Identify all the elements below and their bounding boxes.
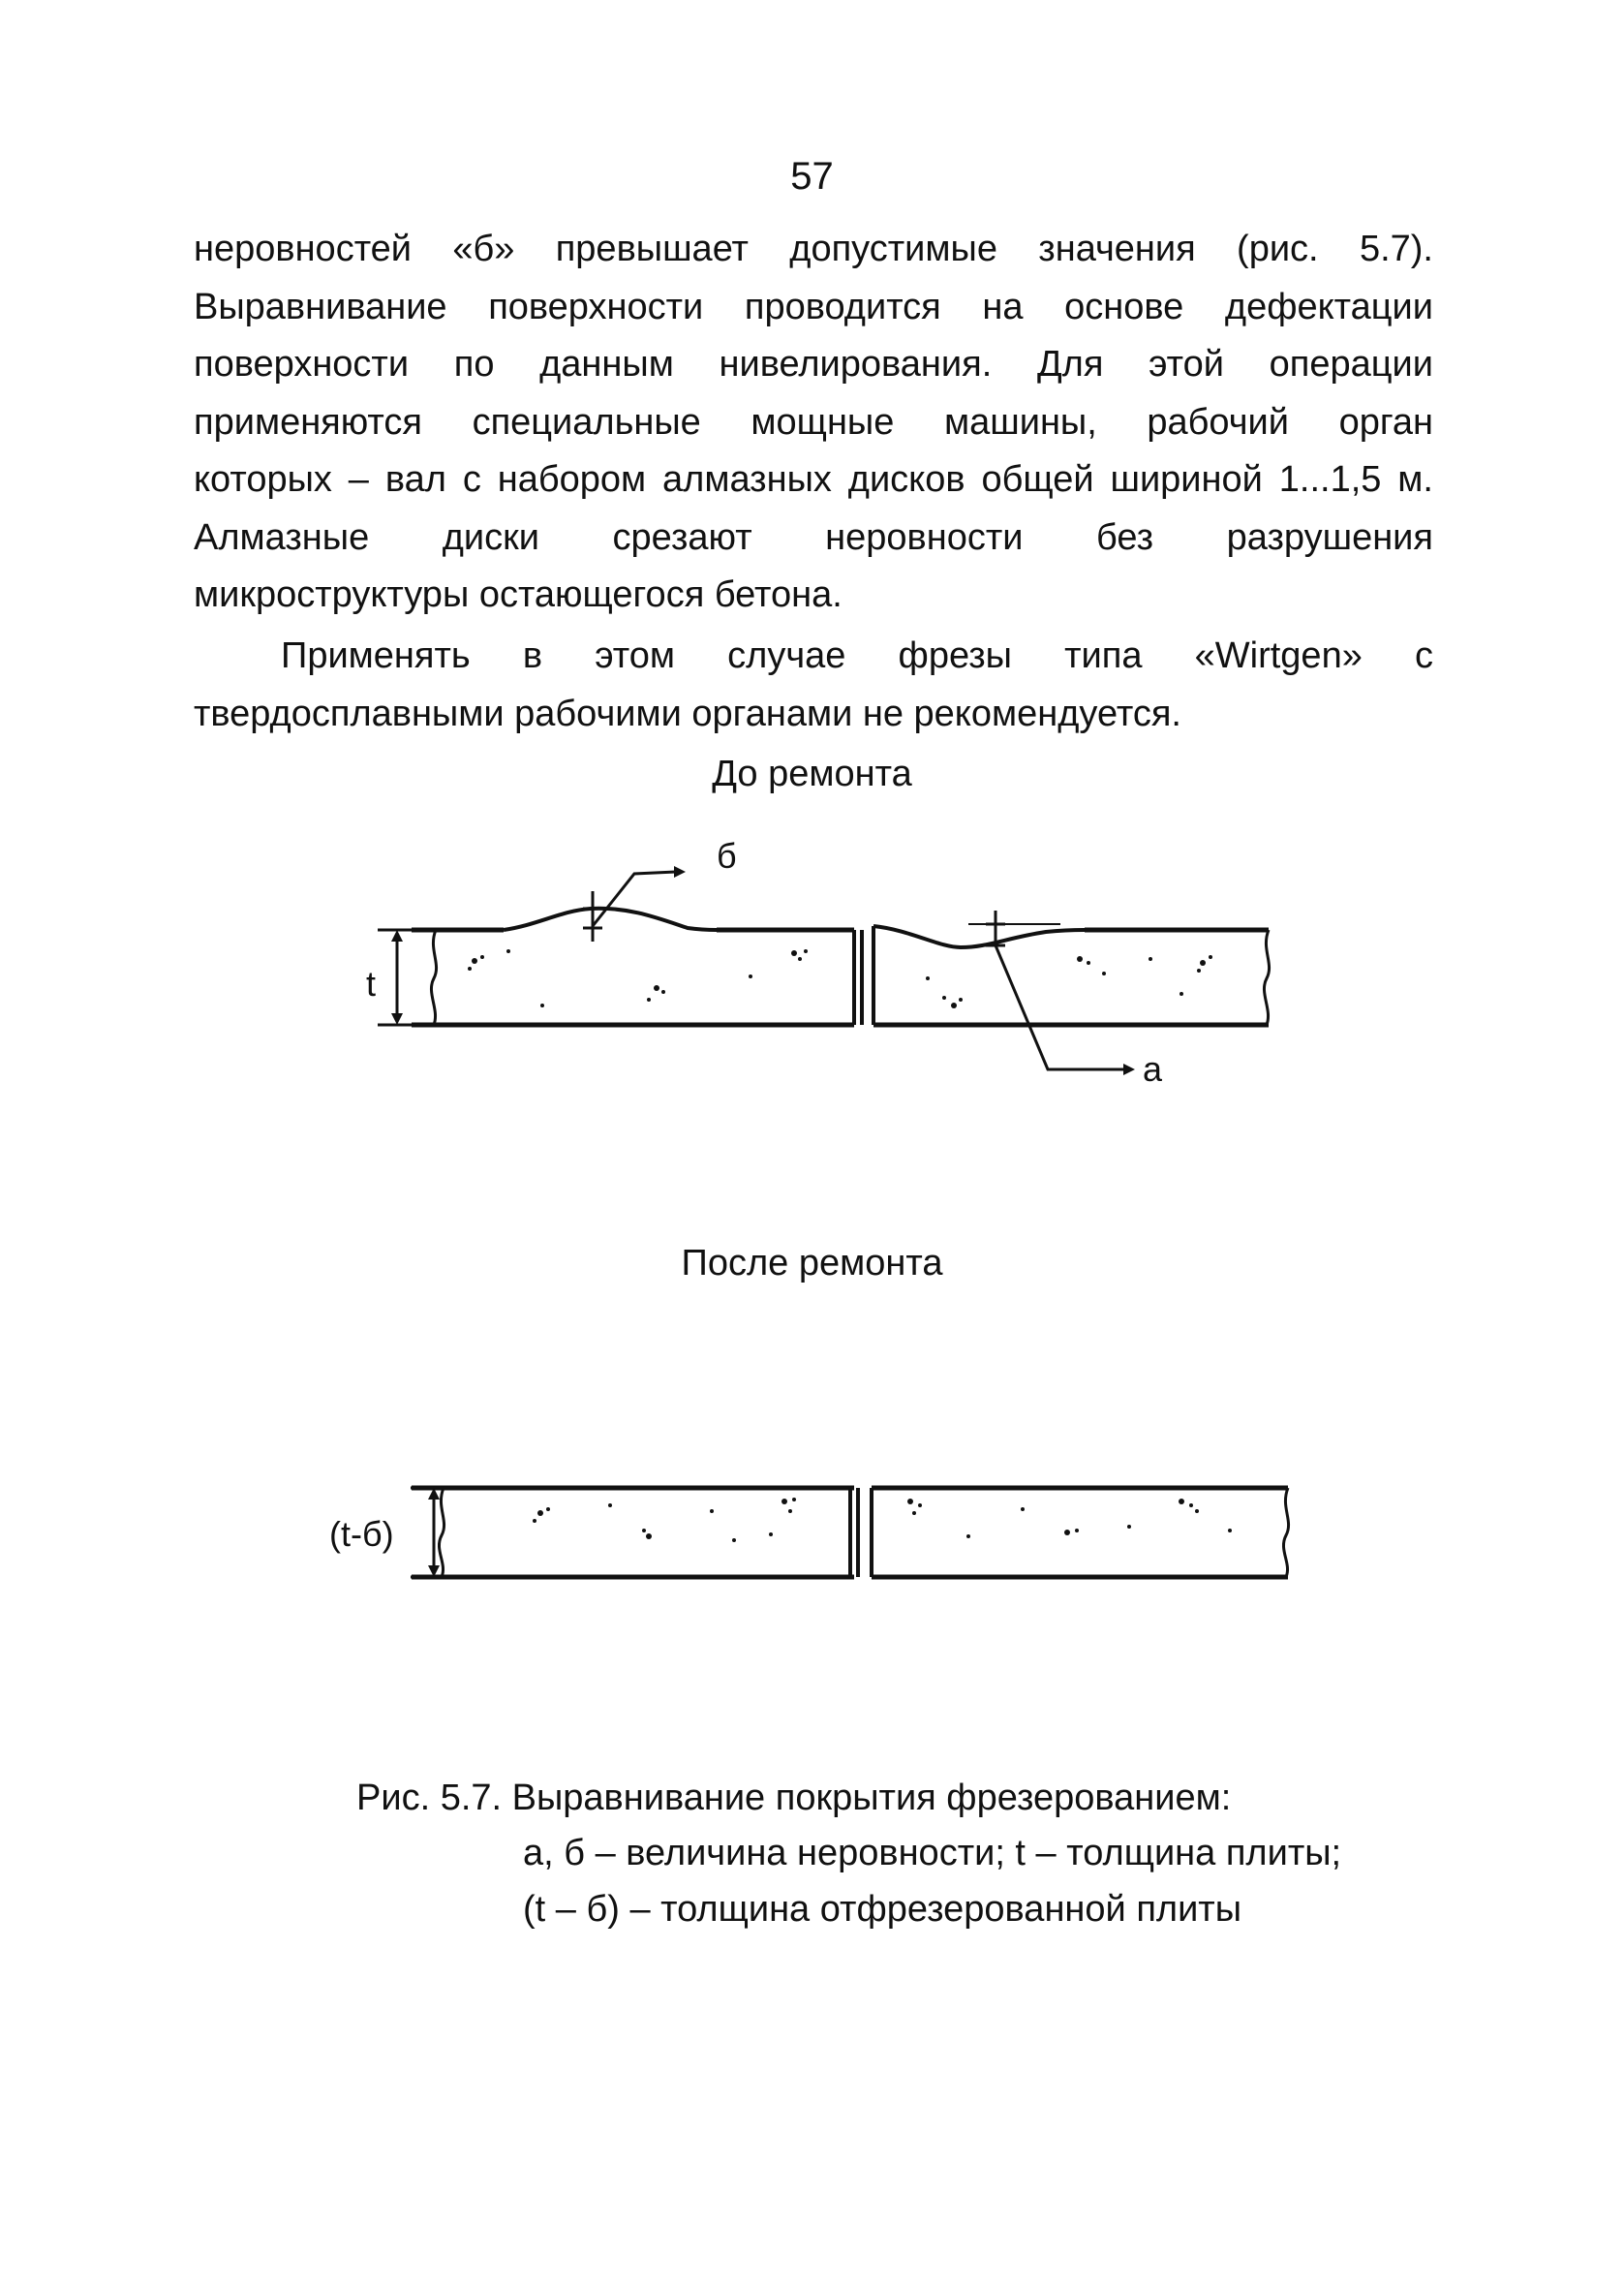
paragraph-2-line: твердосплавными рабочими органами не рекомендуется.: [194, 693, 1181, 734]
label-t-minus-b: (t-б): [329, 1514, 394, 1554]
paragraph-2: [194, 628, 1433, 743]
after-repair-diagram: [329, 1463, 1307, 1598]
paragraph-1-line: Алмазные диски срезают неровности без разрушения: [194, 516, 1433, 558]
paragraph-1-line: Выравнивание поверхности проводится на основе дефектации: [194, 286, 1433, 327]
label-b: б: [717, 836, 737, 876]
paragraph-1-line: микроструктуры остающегося бетона.: [194, 574, 843, 615]
figure-caption-line-2: а, б – величина неровности; t – толщина плиты;: [523, 1833, 1342, 1873]
paragraph-1-line: неровностей «б» превышает допустимые значения (рис. 5.7).: [194, 229, 1433, 269]
paragraph-1-line: поверхности по данным нивелирования. Для этой операции: [194, 344, 1433, 385]
before-repair-diagram: [368, 833, 1298, 1104]
page-number: 57: [790, 155, 834, 198]
figure-caption-line-3: (t – б) – толщина отфрезерованной плиты: [523, 1889, 1242, 1930]
figure-before-title: До ремонта: [712, 754, 912, 794]
label-t: t: [366, 964, 377, 1004]
figure-caption-line-1: Рис. 5.7. Выравнивание покрытия фрезерованием:: [356, 1778, 1232, 1818]
paragraph-1-line: применяются специальные мощные машины, рабочий орган: [194, 401, 1433, 443]
figure-after-title: После ремонта: [681, 1243, 943, 1284]
paragraph-1: [194, 221, 1433, 625]
paragraph-2-line: Применять в этом случае фрезы типа «Wirtgen» с: [281, 635, 1433, 676]
paragraph-1-line: которых – вал с набором алмазных дисков общей шириной 1...1,5 м.: [194, 459, 1433, 500]
label-a: а: [1143, 1049, 1163, 1089]
